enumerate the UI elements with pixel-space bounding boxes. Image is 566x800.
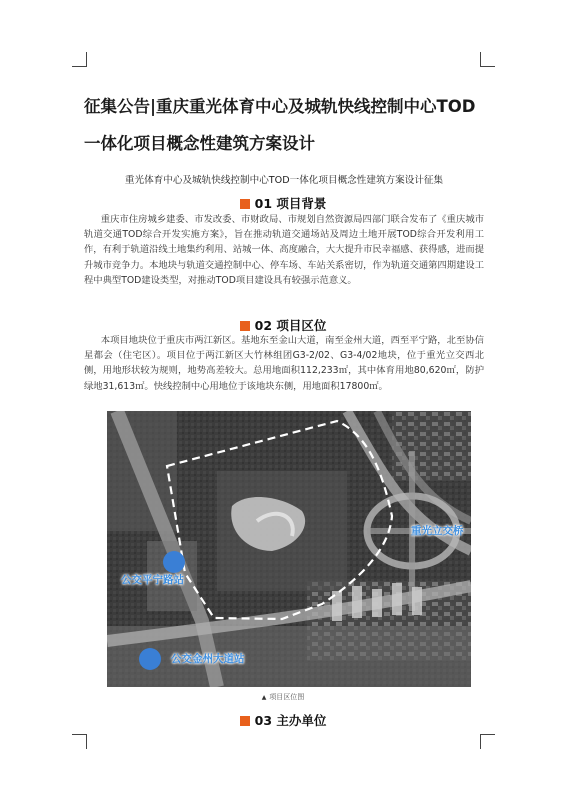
page-title: 征集公告|重庆重光体育中心及城轨快线控制中心TOD一体化项目概念性建筑方案设计 (84, 97, 476, 153)
section-heading-background (0, 194, 566, 212)
map-label-interchange: 重光立交桥 (411, 525, 464, 537)
section-heading-location (0, 316, 566, 334)
section-heading-text: 02 项目区位 (254, 318, 327, 333)
section-marker-icon (240, 321, 250, 331)
crop-mark-bottom-left (72, 734, 87, 749)
map-caption-text: 项目区位图 (269, 693, 305, 701)
crop-mark-top-right (480, 52, 495, 67)
aerial-photo (107, 411, 471, 687)
section-heading-organizer (0, 711, 566, 729)
map-label-station-jinzhou: 公交金州大道站 (171, 653, 245, 665)
crop-mark-bottom-right (480, 734, 495, 749)
bus-stop-pin-icon (139, 648, 161, 670)
section-heading-text: 01 项目背景 (254, 196, 327, 211)
section-paragraph-location: 本项目地块位于重庆市两江新区。基地东至金山大道，南至金州大道，西至平宁路，北至协信星都会（住宅区）。项目位于两江新区大竹林组团G3-2/02、G3-4/02地块，位于重光立交西北侧，用地形状较为规则，地势高差较大。总用地面积112,233㎡，其中体育用地80,620㎡，防护绿地31,613㎡。快线控制中心用地位于该地块东侧，用地面积17800㎡。 (84, 335, 484, 392)
map-caption (0, 692, 566, 702)
caption-marker-icon: ▲ (261, 694, 267, 701)
crop-mark-top-left (72, 52, 87, 67)
map-label-station-pingning: 公交平宁路站 (121, 574, 184, 586)
section-marker-icon (240, 716, 250, 726)
section-marker-icon (240, 199, 250, 209)
section-paragraph-background: 重庆市住房城乡建委、市发改委、市财政局、市规划自然资源局四部门联合发布了《重庆城市轨道交通TOD综合开发实施方案》，旨在推动轨道交通场站及周边土地开展TOD综合开发利用工作，有利于轨道沿线土地集约利用、站城一体、高度融合，大大提升市民幸福感、获得感，进而提升城市竞争力。本地块与轨道交通控制中心、停车场、车站关系密切，作为轨道交通第四期建设工程中典型TOD建设类型，对推动TOD项目建设具有较强示范意义。 (84, 214, 484, 286)
bus-stop-pin-icon (163, 551, 185, 573)
section-heading-text: 03 主办单位 (254, 713, 327, 728)
location-map (107, 411, 471, 687)
subtitle: 重光体育中心及城轨快线控制中心TOD一体化项目概念性建筑方案设计征集 (124, 175, 444, 186)
